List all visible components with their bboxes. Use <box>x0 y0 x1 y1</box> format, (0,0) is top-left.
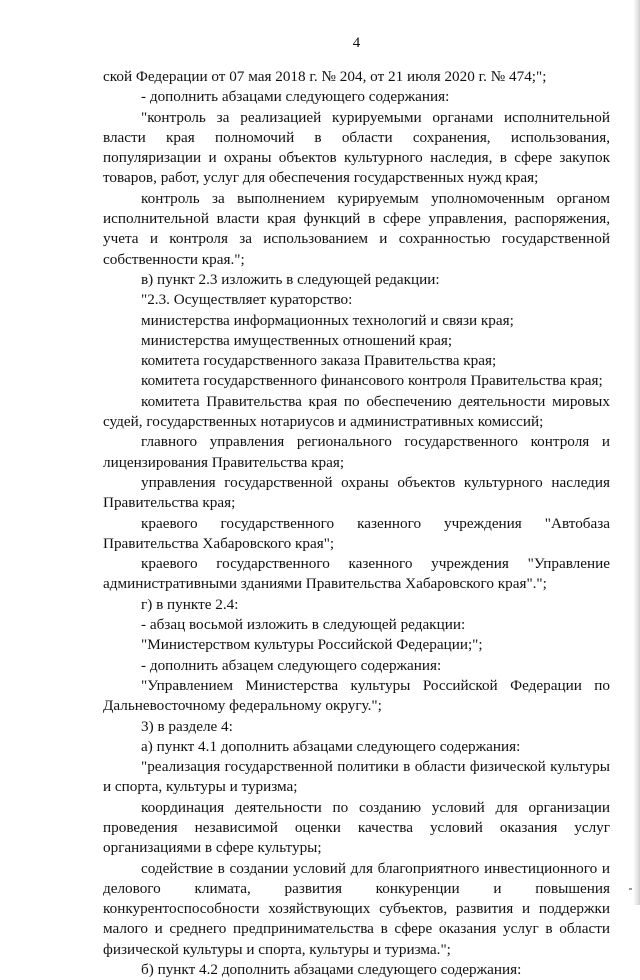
paragraph-0: ской Федерации от 07 мая 2018 г. № 204, от 21 июля 2020 г. № 474;"; <box>103 68 547 85</box>
paragraph-9: комитета государственного финансового контроля Правительства края; <box>141 372 603 390</box>
paragraph-10: комитета Правительства края по обеспечению деятельности мировых судей, государственных нотариусов и административных комиссий; <box>103 392 610 431</box>
document-body <box>103 67 610 980</box>
paragraph-8: комитета государственного заказа Правительства края; <box>141 352 497 370</box>
paragraph-23: координация деятельности по созданию условий для организации проведения независимой оценки качества условий оказания услуг организациями в сфере культуры; <box>103 798 610 857</box>
paragraph-14: краевого государственного казенного учреждения "Управление административными зданиями Правительства Хабаровского края"."; <box>103 555 610 593</box>
page-number: 4 <box>352 35 361 51</box>
paragraph-19: "Управлением Министерства культуры Российской Федерации по Дальневосточному федеральному округу."; <box>103 676 610 715</box>
paragraph-16: - абзац восьмой изложить в следующей редакции: <box>141 616 466 634</box>
paragraph-17: "Министерством культуры Российской Федерации;"; <box>141 636 483 654</box>
paragraph-5: "2.3. Осуществляет кураторство: <box>141 291 353 309</box>
scan-speck <box>629 888 632 890</box>
paragraph-6: министерства информационных технологий и связи края; <box>141 311 514 329</box>
scan-edge-shadow <box>633 0 640 905</box>
paragraph-13: краевого государственного казенного учреждения "Автобаза Правительства Хабаровского края"; <box>103 514 610 552</box>
paragraph-2: "контроль за реализацией курируемыми органами исполнительной власти края полномочий в области сохранения, использования, популяризации и охраны объектов культурного наследия, в сфере закупок товаров, работ, услуг для обеспечения государственных нужд края; <box>103 108 610 187</box>
paragraph-22: "реализация государственной политики в области физической культуры и спорта, культуры и туризма; <box>103 758 610 796</box>
paragraph-1: - дополнить абзацами следующего содержания: <box>141 88 450 106</box>
paragraph-24: содействие в создании условий для благоприятного инвестиционного и делового климата, развития конкуренции и повышения конкурентоспособности хозяйствующих субъектов, развития и поддержки малого и среднего предпринимательства в сфере оказания услуг в области физической культуры и спорта, культуры и туризма."; <box>103 859 610 958</box>
paragraph-25: б) пункт 4.2 дополнить абзацами следующего содержания: <box>141 961 522 979</box>
paragraph-11: главного управления регионального государственного контроля и лицензирования Правительства края; <box>103 433 610 471</box>
paragraph-4: в) пункт 2.3 изложить в следующей редакции: <box>141 270 440 288</box>
paragraph-20: 3) в разделе 4: <box>141 717 233 735</box>
paragraph-3: контроль за выполнением курируемым уполномоченным органом исполнительной власти края функций в сфере управления, распоряжения, учета и контроля за использованием и сохранностью государственной собственности края."; <box>103 189 610 268</box>
paragraph-15: г) в пункте 2.4: <box>141 595 239 613</box>
paragraph-21: а) пункт 4.1 дополнить абзацами следующего содержания: <box>141 737 521 755</box>
paragraph-18: - дополнить абзацем следующего содержания: <box>141 656 442 674</box>
paragraph-12: управления государственной охраны объектов культурного наследия Правительства края; <box>103 473 610 512</box>
paragraph-7: министерства имущественных отношений края; <box>141 331 453 349</box>
